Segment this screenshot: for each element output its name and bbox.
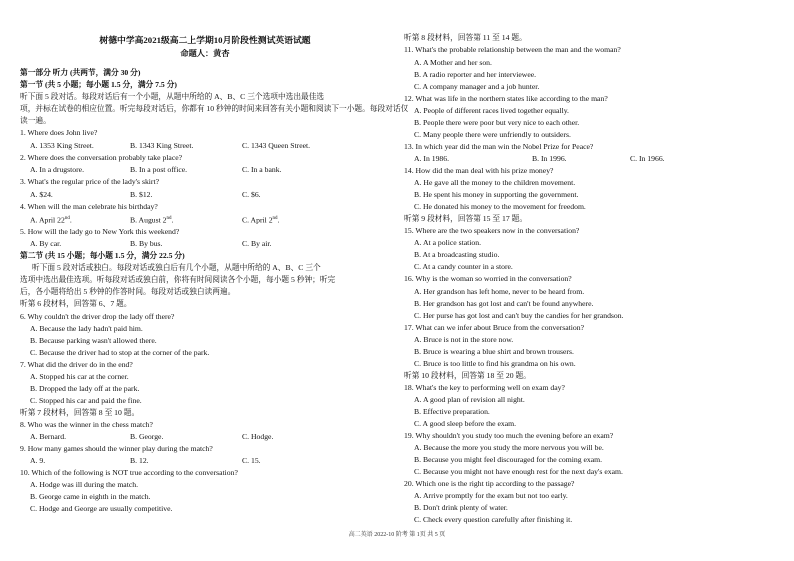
question-stem: 17. What can we infer about Bruce from the conversation?: [404, 323, 585, 332]
option: C. Hodge and George are usually competitive.: [30, 504, 173, 513]
question-stem: 3. What's the regular price of the lady's skirt?: [20, 177, 160, 186]
material-note: 听第 8 段材料，回答第 11 至 14 题。: [404, 33, 527, 42]
option: A. People of different races lived together equally.: [414, 106, 569, 115]
option: B. He spent his money in supporting the government.: [414, 190, 579, 199]
option: A. Hodge was ill during the match.: [30, 480, 139, 489]
option: C. Because you might not have enough rest for the next day's exam.: [414, 467, 623, 476]
option: A. Stopped his car at the corner.: [30, 372, 129, 381]
question-stem: 7. What did the driver do in the end?: [20, 360, 133, 369]
option: C. $6.: [242, 190, 261, 199]
section2-instruction: 选项中选出最佳选项。听每段对话或独白前，你将有时间阅读各个小题，每小题 5 秒钟；听完: [20, 275, 336, 284]
option: B. Effective preparation.: [414, 407, 490, 416]
option: A. A good plan of revision all night.: [414, 395, 525, 404]
option: B. Bruce is wearing a blue shirt and brown trousers.: [414, 347, 574, 356]
option: C. 1343 Queen Street.: [242, 141, 311, 150]
option: A. In a drugstore.: [30, 165, 85, 174]
option-row: [20, 165, 390, 175]
option: C. In 1966.: [630, 154, 665, 163]
question-stem: 11. What's the probable relationship between the man and the woman?: [404, 45, 621, 54]
option: B. George came in eighth in the match.: [30, 492, 151, 501]
section1-instruction: 读一遍。: [20, 116, 51, 125]
question-stem: 1. Where does John live?: [20, 128, 98, 137]
option: A. Arrive promptly for the exam but not too early.: [414, 491, 568, 500]
option: B. Because parking wasn't allowed there.: [30, 336, 157, 345]
option-row: [404, 154, 776, 164]
question-stem: 20. Which one is the right tip according to the passage?: [404, 479, 575, 488]
option-row: [20, 214, 390, 224]
option: C. Her purse has got lost and can't buy the candies for her grandson.: [414, 311, 624, 320]
option: A. $24.: [30, 190, 53, 199]
option: B. George.: [130, 432, 164, 441]
option: C. A company manager and a job hunter.: [414, 82, 540, 91]
question-stem: 13. In which year did the man win the Nobel Prize for Peace?: [404, 142, 594, 151]
question-stem: 16. Why is the woman so worried in the conversation?: [404, 274, 572, 283]
section1-heading: 第一节 (共 5 小题；每小题 1.5 分，满分 7.5 分): [20, 80, 177, 89]
question-stem: 9. How many games should the winner play during the match?: [20, 444, 213, 453]
option: C. In a bank.: [242, 165, 282, 174]
question-stem: 15. Where are the two speakers now in the conversation?: [404, 226, 580, 235]
option: A. At a police station.: [414, 238, 482, 247]
option: C. 15.: [242, 456, 261, 465]
option: C. Many people there were unfriendly to outsiders.: [414, 130, 571, 139]
material-note: 听第 6 段材料，回答第 6、7 题。: [20, 299, 132, 308]
material-note: 听第 9 段材料，回答第 15 至 17 题。: [404, 214, 528, 223]
option: B. In a post office.: [130, 165, 188, 174]
option-row: [20, 432, 390, 442]
option: B. $12.: [130, 190, 153, 199]
material-note: 听第 10 段材料，回答第 18 至 20 题。: [404, 371, 531, 380]
option: A. 1353 King Street.: [30, 141, 94, 150]
question-stem: 18. What's the key to performing well on exam day?: [404, 383, 565, 392]
question-stem: 6. Why couldn't the driver drop the lady off there?: [20, 312, 175, 321]
option: B. Her grandson has got lost and can't be found anywhere.: [414, 299, 594, 308]
option: C. Bruce is too little to find his grandma on his own.: [414, 359, 576, 368]
option: A. Because the more you study the more nervous you will be.: [414, 443, 604, 452]
option: C. A good sleep before the exam.: [414, 419, 517, 428]
section2-instruction: 后，各小题将给出 5 秒钟的作答时间。每段对话或独白读两遍。: [20, 287, 236, 296]
option: C. April 2nd.: [242, 215, 280, 225]
question-stem: 12. What was life in the northern states like according to the man?: [404, 94, 608, 103]
option: C. Check every question carefully after finishing it.: [414, 515, 573, 524]
option: C. He donated his money to the movement for freedom.: [414, 202, 586, 211]
option: A. Her grandson has left home, never to be heard from.: [414, 287, 585, 296]
option-row: [20, 456, 390, 466]
question-stem: 14. How did the man deal with his prize money?: [404, 166, 554, 175]
option: A. April 22nd.: [30, 215, 72, 225]
material-note: 听第 7 段材料，回答第 8 至 10 题。: [20, 408, 140, 417]
option: C. Stopped his car and paid the fine.: [30, 396, 142, 405]
question-stem: 4. When will the man celebrate his birthday?: [20, 202, 158, 211]
option: A. In 1986.: [414, 154, 450, 163]
option: B. Don't drink plenty of water.: [414, 503, 508, 512]
option: B. Dropped the lady off at the park.: [30, 384, 140, 393]
question-stem: 2. Where does the conversation probably take place?: [20, 153, 183, 162]
option: A. By car.: [30, 239, 62, 248]
option: B. Because you might feel discouraged for the coming exam.: [414, 455, 603, 464]
option: B. People there were poor but very nice to each other.: [414, 118, 580, 127]
option: B. 1343 King Street.: [130, 141, 194, 150]
option: A. A Mother and her son.: [414, 58, 492, 67]
section2-heading: 第二节 (共 15 小题；每小题 1.5 分，满分 22.5 分): [20, 251, 185, 260]
option-row: [20, 239, 390, 249]
section1-instruction: 听下面 5 段对话。每段对话后有一个小题，从题中所给的 A、B、C 三个选项中选出最佳选: [20, 92, 325, 101]
option: A. Because the lady hadn't paid him.: [30, 324, 143, 333]
question-stem: 19. Why shouldn't you study too much the evening before an exam?: [404, 431, 614, 440]
option: B. At a broadcasting studio.: [414, 250, 500, 259]
question-stem: 8. Who was the winner in the chess match?: [20, 420, 153, 429]
section1-instruction: 项，并标在试卷的相应位置。听完每段对话后，你都有 10 秒钟的时间来回答有关小题和阅读下一小题。每段对话仅: [20, 104, 409, 113]
option: A. Bruce is not in the store now.: [414, 335, 514, 344]
option: C. By air.: [242, 239, 272, 248]
exam-title: 树德中学高2021级高二上学期10月阶段性测试英语试题: [99, 35, 311, 45]
option: A. He gave all the money to the children movement.: [414, 178, 576, 187]
question-stem: 5. How will the lady go to New York this weekend?: [20, 227, 180, 236]
part1-heading: 第一部分 听力 (共两节，满分 30 分): [20, 68, 141, 77]
option: B. By bus.: [130, 239, 163, 248]
option: B. A radio reporter and her interviewee.: [414, 70, 537, 79]
option: C. Because the driver had to stop at the corner of the park.: [30, 348, 210, 357]
option: A. Bernard.: [30, 432, 67, 441]
option: C. At a candy counter in a store.: [414, 262, 513, 271]
option: A. 9.: [30, 456, 46, 465]
option: C. Hodge.: [242, 432, 274, 441]
section2-instruction: 听下面 5 段对话或独白。每段对话或独白后有几个小题，从题中所给的 A、B、C 三个: [32, 263, 321, 272]
option-row: [20, 141, 390, 151]
exam-author: 命题人：黄杏: [180, 49, 230, 58]
option: B. In 1996.: [532, 154, 567, 163]
option: B. August 2nd.: [130, 215, 174, 225]
question-stem: 10. Which of the following is NOT true according to the conversation?: [20, 468, 238, 477]
option: B. 12.: [130, 456, 149, 465]
option-row: [20, 190, 390, 200]
page-footer: 高二英语 2022-10 阶考 第 1页 共 5 页: [348, 532, 446, 538]
